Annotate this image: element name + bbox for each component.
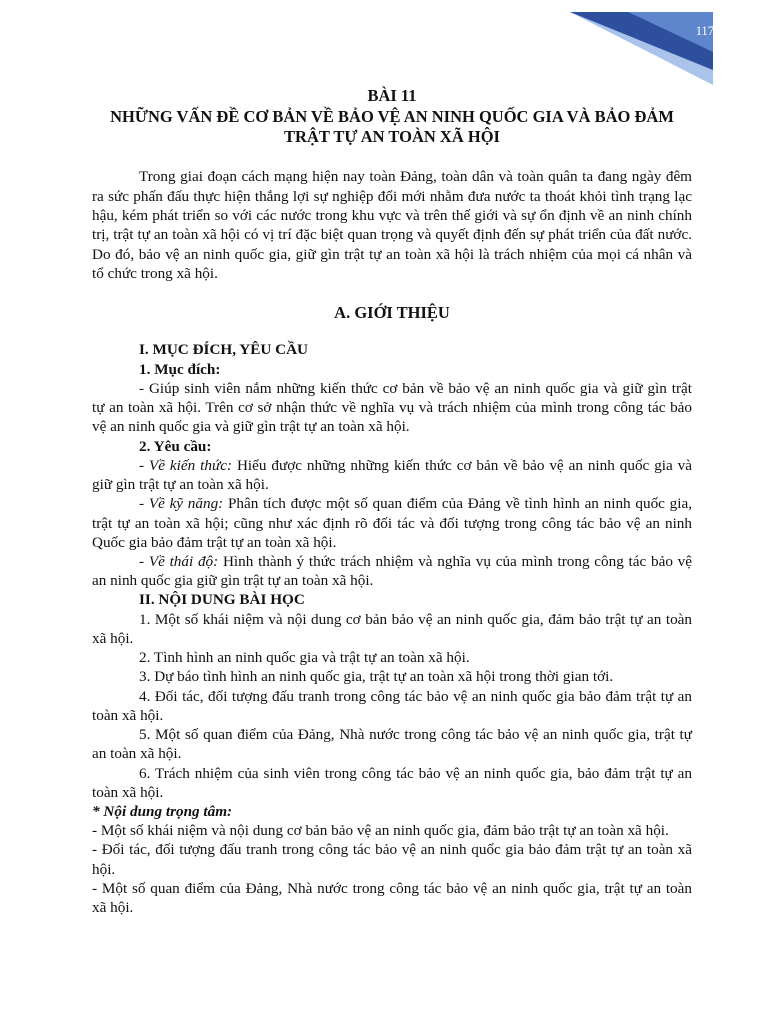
requirement-text: Hình thành ý thức trách nhiệm và nghĩa vụ của mình trong công tác bảo vệ (218, 552, 693, 570)
content-item-line: toàn xã hội. (92, 706, 164, 724)
list-dash: - (139, 552, 149, 570)
subheading-requirements: 2. Yêu cầu: (139, 437, 212, 455)
subheading-purpose: 1. Mục đích: (139, 360, 221, 378)
part-heading: II. NỘI DUNG BÀI HỌC (139, 591, 305, 609)
requirement-skills-line (92, 494, 692, 513)
requirement-label: Về thái độ: (148, 552, 219, 570)
intro-line: Trong giai đoạn cách mạng hiện nay toàn Đảng, toàn dân và toàn quân ta đang ngày đêm (139, 168, 692, 186)
list-dash: - (139, 456, 149, 474)
requirement-attitude-line (92, 552, 692, 571)
focus-item-line: - Một số quan điểm của Đảng, Nhà nước trong công tác bảo vệ an ninh quốc gia, trật tự an toàn (92, 879, 692, 897)
requirement-label: Về kiến thức: (148, 456, 233, 474)
lesson-header (92, 86, 692, 148)
requirement-label: Về kỹ năng: (148, 495, 224, 513)
page-number: 117 (695, 24, 714, 38)
content-item-line: 1. Một số khái niệm và nội dung cơ bản bảo vệ an ninh quốc gia, đảm bảo trật tự an toàn (139, 610, 692, 628)
intro-line: Do đó, bảo vệ an ninh quốc gia, giữ gìn trật tự an toàn xã hội là trách nhiệm của mọi cá nhân và (92, 245, 692, 263)
requirement-attitude-line: an ninh quốc gia giữ gìn trật tự an toàn xã hội. (92, 572, 374, 590)
focus-heading: * Nội dung trọng tâm: (92, 803, 233, 821)
lesson-number: BÀI 11 (367, 86, 417, 105)
intro-line: hậu, kém phát triển so với các nước trong khu vực và trên thế giới và sự ổn định về an ninh chính (92, 206, 692, 224)
intro-line: ra sức phấn đấu thực hiện thắng lợi sự nghiệp đổi mới nhằm đưa nước ta thoát khỏi tình trạng lạc (92, 187, 692, 205)
intro-line: tổ chức trong xã hội. (92, 264, 218, 282)
content-item-line: 5. Một số quan điểm của Đảng, Nhà nước trong công tác bảo vệ an ninh quốc gia, trật tự (139, 726, 692, 744)
focus-item-line: xã hội. (92, 899, 134, 917)
requirement-text: Hiểu được những những kiến thức cơ bản về bảo vệ an ninh quốc gia và (232, 456, 693, 474)
content-item-line: toàn xã hội. (92, 783, 164, 801)
corner-decoration (0, 0, 768, 100)
focus-item-line: - Đối tác, đối tượng đấu tranh trong công tác bảo vệ an ninh quốc gia bảo đảm trật tự an toàn xã (92, 841, 692, 859)
focus-item-line: hội. (92, 860, 116, 878)
requirement-text: Phân tích được một số quan điểm của Đảng về tình hình an ninh quốc gia, (223, 495, 692, 513)
content-item-line: 4. Đối tác, đối tượng đấu tranh trong công tác bảo vệ an ninh quốc gia bảo đảm trật tự an (139, 687, 692, 705)
main-content (92, 340, 692, 917)
section-a (92, 303, 692, 324)
content-item-line: 6. Trách nhiệm của sinh viên trong công tác bảo vệ an ninh quốc gia, bảo đảm trật tự an (139, 764, 692, 782)
requirement-skills-line: trật tự an toàn xã hội; cũng như xác định rõ đối tác và đối tượng trong công tác bảo vệ an ninh (92, 514, 692, 532)
purpose-line: vệ an ninh quốc gia và giữ gìn trật tự an toàn xã hội. (92, 418, 410, 436)
content-item-line: 2. Tình hình an ninh quốc gia và trật tự an toàn xã hội. (139, 649, 470, 667)
lesson-title-line: NHỮNG VẤN ĐỀ CƠ BẢN VỀ BẢO VỆ AN NINH QUỐC GIA VÀ BẢO ĐẢM (110, 106, 674, 126)
purpose-line: tự an toàn xã hội. Trên cơ sở nhận thức về nghĩa vụ và trách nhiệm của mình trong công tác bảo (92, 399, 692, 417)
list-dash: - (139, 495, 149, 513)
lesson-title-line: TRẬT TỰ AN TOÀN XÃ HỘI (284, 127, 500, 146)
part-heading: I. MỤC ĐÍCH, YÊU CẦU (139, 341, 309, 359)
section-heading: A. GIỚI THIỆU (334, 302, 450, 322)
requirement-knowledge-line: giữ gìn trật tự an toàn xã hội. (92, 476, 269, 494)
intro-line: trị, trật tự an toàn xã hội có vị trí đặc biệt quan trọng và quyết định đến sự phát triển của đất nước. (92, 226, 692, 244)
content-item-line: xã hội. (92, 629, 134, 647)
intro-paragraph (92, 167, 692, 283)
focus-item-line: - Một số khái niệm và nội dung cơ bản bảo vệ an ninh quốc gia, đảm bảo trật tự an toàn xã hội. (92, 822, 669, 840)
content-item-line: 3. Dự báo tình hình an ninh quốc gia, trật tự an toàn xã hội trong thời gian tới. (139, 668, 614, 686)
content-item-line: an toàn xã hội. (92, 745, 182, 763)
requirement-skills-line: Quốc gia bảo đảm trật tự an toàn xã hội. (92, 533, 337, 551)
purpose-line: - Giúp sinh viên nắm những kiến thức cơ bản về bảo vệ an ninh quốc gia và giữ gìn trật (139, 379, 692, 397)
requirement-knowledge-line (92, 456, 692, 475)
